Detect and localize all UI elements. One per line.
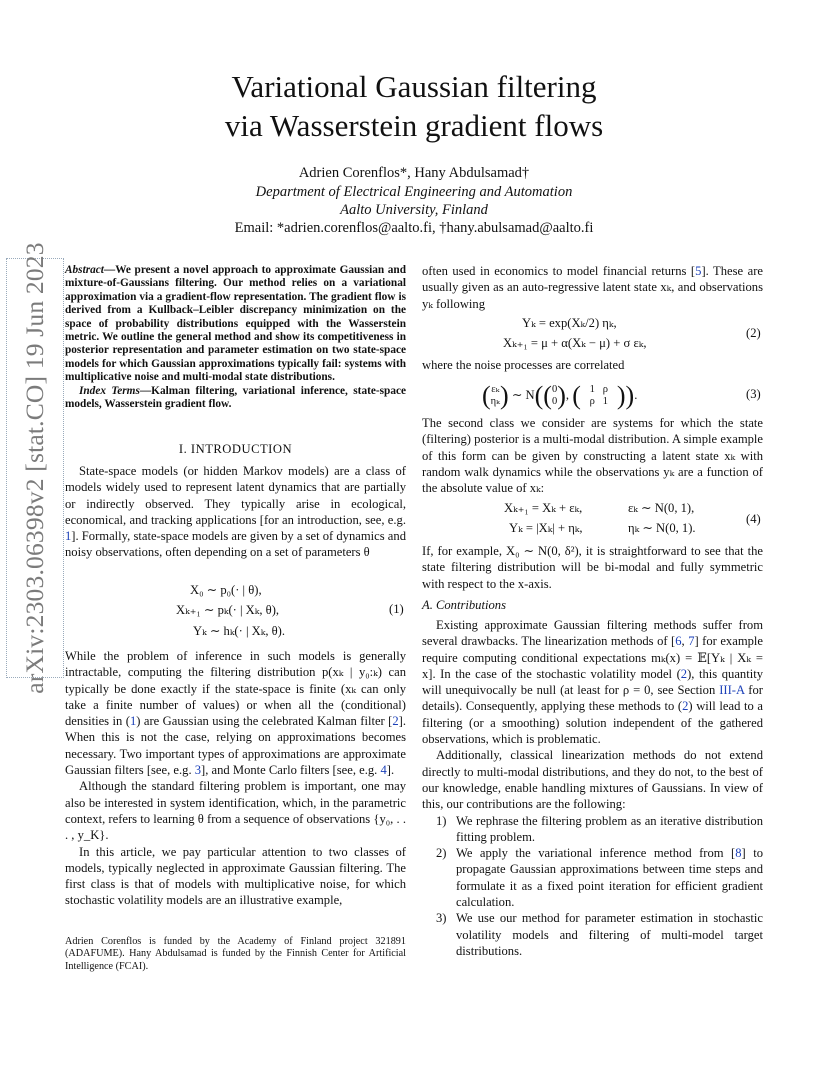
university: Aalto University, Finland (340, 202, 488, 218)
footnote: Adrien Corenflos is funded by the Academy of Finland project 321891 (ADAFUME). Hany Abdulsamad is funded by the Finnish Center for Artificial Intelligence (FCAI). (65, 936, 406, 972)
paper-title-line-2: via Wasserstein gradient flows (224, 108, 604, 143)
text: ]. When this is not the case, relying on approximations becomes necessary. Two important types of approximations are approximate Gaussian filters [see, e.g. (65, 714, 407, 778)
equation-2-line-2: Xₖ₊₁ = μ + α(Xₖ − μ) + σ εₖ, (503, 336, 647, 350)
eq3-epsilon: εₖ (491, 384, 500, 396)
authors: Adrien Corenflos*, Hany Abdulsamad† (298, 165, 530, 181)
eq3-vector (491, 384, 500, 408)
intro-paragraph-3: Although the standard filtering problem is important, one may also be interested in system identification, which, in the parametric context, refers to learning θ from a sequence of observations {y₀, . . . , y_K}. (65, 779, 406, 843)
text: While the problem of inference in such models is generally intractable, computing the filtering distribution p(xₖ | y₀:ₖ) can typically be done exactly if the state-space is finite (xₖ can only take a finite number of values) or when all the (conditional) densities in ( (65, 649, 406, 729)
equation-2-line-1: Yₖ = exp(Xₖ/2) ηₖ, (522, 316, 617, 330)
list-number: 3) (436, 911, 447, 926)
arxiv-identifier: arXiv:2303.06398v2 [stat.CO] 19 Jun 2023 (20, 242, 49, 694)
list-number: 2) (436, 846, 447, 861)
list-text: ] to propagate Gaussian approximations between time steps and formulate it as a fixed point iteration for efficient gradient calculation. (456, 846, 764, 910)
citation-link[interactable]: 5 (695, 264, 702, 278)
equation-1-line-2: Xₖ₊₁ ∼ pₖ(· | Xₖ, θ), (176, 603, 280, 617)
eq3-cov-12: ρ (602, 384, 609, 396)
citation-link[interactable]: 1 (65, 529, 72, 544)
text: ] for example require computing conditional expectations mₖ(x) = 𝔼[Yₖ | Xₖ = x]. In the case of the stochastic volatility model ( (422, 634, 763, 681)
list-number: 1) (436, 813, 447, 828)
equation-1-line-1: X₀ ∼ p₀(· | θ), (190, 583, 262, 597)
citation-link[interactable]: 2 (392, 714, 399, 729)
equation-1-line-3: Yₖ ∼ hₖ(· | Xₖ, θ). (193, 624, 285, 638)
equation-4-line-2b: ηₖ ∼ N(0, 1). (628, 521, 696, 535)
eq3-cov (581, 384, 617, 408)
contribution-item-2 (422, 845, 763, 910)
equation-4-line-1b: εₖ ∼ N(0, 1), (628, 501, 695, 515)
arxiv-sidebar (6, 242, 64, 694)
equation-4-line-1a: Xₖ₊₁ = Xₖ + εₖ, (504, 501, 583, 515)
equation-3-number: (3) (746, 387, 761, 401)
right-paragraph-3: The second class we consider are systems for which the state (filtering) posterior is a multi-modal distribution. A simple example of this form can be given by constructing a latent state xₖ with random walk dynamics while the observations yₖ are a function of the absolute value of xₖ: (422, 416, 763, 496)
equation-2-number: (2) (746, 326, 761, 340)
eq3-mean-2: 0 (551, 396, 558, 408)
right-paragraph-4: If, for example, X₀ ∼ N(0, δ²), it is straightforward to see that the state filtering distribution will be bi-modal and fully symmetric with respect to the x-axis. (422, 544, 763, 591)
eq3-cov-21: ρ (589, 396, 595, 408)
equation-1-number: (1) (389, 602, 404, 616)
text: ) will lead to a filtering (or a smoothing) solution independent of the gathered observations, which is problematic. (422, 699, 764, 747)
subsection-heading-contributions: A. Contributions (422, 598, 506, 612)
contribution-item-1 (422, 813, 763, 846)
text: State-space models (or hidden Markov models) are a class of models widely used to represent latent dynamics that are partially or indirectly observed. They typically arise in ecological, economical, and tracking applications [for an introduction, see, e.g. (65, 464, 406, 527)
text: , (681, 634, 689, 649)
index-terms (65, 385, 406, 412)
abstract (65, 264, 406, 385)
right-paragraph-1 (422, 263, 763, 312)
list-text: We use our method for parameter estimation in stochastic volatility models and filtering of multi-model target distributions. (456, 911, 763, 958)
index-terms-lead: Index Terms (79, 384, 140, 397)
email: Email: *adrien.corenflos@aalto.fi, †hany.abulsamad@aalto.fi (234, 220, 594, 236)
eq3-normal: ∼ N (511, 388, 535, 402)
abstract-text: —We present a novel approach to approximate Gaussian and mixture-of-Gaussians filtering. Our method relies on a variational approximation via a gradient-flow representation. The gradient flow is derived from a Kullback–Leibler discrepancy minimization on the space of probability distributions equipped with the Wasserstein metric. We outline the general method and show its competitiveness in posterior representation and parameter estimation on two state-space models for which Gaussian approximations typically fail: systems with multiplicative noise and multi-modal state distributions. (65, 264, 406, 384)
equation-ref-link[interactable]: 2 (682, 699, 689, 714)
citation-link[interactable]: 6 (675, 634, 682, 649)
abstract-lead: Abstract (65, 264, 104, 276)
intro-paragraph-1 (65, 463, 406, 561)
citation-link[interactable]: 4 (380, 763, 387, 778)
text: ), this quantity will unequivocally be null (at least for ρ = 0, see Section (422, 666, 763, 698)
eq3-cov-22: 1 (602, 396, 609, 408)
equation-3: (εₖ ηₖ) ∼ N((0 0), ( 1 ρ ρ 1 )). (482, 381, 638, 411)
index-terms-text: —Kalman filtering, variational inference, state-space models, Wasserstein gradient flow. (65, 384, 406, 411)
citation-link[interactable]: 3 (194, 763, 202, 778)
list-text: We rephrase the filtering problem as an iterative distribution fitting problem. (456, 813, 763, 844)
text: often used in economics to model financial returns [ (422, 264, 696, 278)
eq3-cov-11: 1 (589, 384, 595, 396)
paper-title-line-1: Variational Gaussian filtering (231, 69, 597, 104)
text: ]. Formally, state-space models are given by a set of dynamics and noisy observations, often depending on a set of parameters θ (65, 529, 406, 560)
right-paragraph-5 (422, 617, 763, 959)
text: Existing approximate Gaussian filtering methods suffer from several drawbacks. The linearization methods of [ (422, 618, 763, 649)
text: ) are Gaussian using the celebrated Kalman filter [ (136, 714, 393, 729)
right-paragraph-6: Additionally, classical linearization methods do not extend directly to multi-modal distributions, and they do not, to the best of our knowledge, enable handling mixtures of Gaussians. In view of this, our contributions are the following: (422, 748, 763, 812)
department: Department of Electrical Engineering and Automation (255, 184, 573, 200)
text: ]. These are usually given as an auto-regressive latent state xₖ, and observations yₖ following (422, 264, 764, 311)
list-text: We apply the variational inference method from [ (456, 846, 736, 861)
left-column (65, 264, 406, 411)
text: ], and Monte Carlo filters [see, e.g. (201, 763, 381, 778)
citation-link[interactable]: 8 (735, 846, 742, 861)
right-paragraph-2: where the noise processes are correlated (422, 358, 625, 372)
equation-4-line-2a: Yₖ = |Xₖ| + ηₖ, (509, 521, 583, 535)
text: ]. (386, 763, 395, 778)
eq3-mean-1: 0 (551, 384, 558, 396)
equation-ref-link[interactable]: 2 (680, 666, 688, 681)
section-heading-introduction: I. INTRODUCTION (178, 442, 293, 456)
section-ref-link[interactable]: III-A (719, 683, 745, 698)
equation-4-number: (4) (746, 512, 761, 526)
intro-paragraph-4: In this article, we pay particular attention to two classes of models, typically neglected in approximate Gaussian filtering. The first class is that of models with multiplicative noise, for which stochastic volatility models are an illustrative example, (65, 844, 406, 908)
eq3-eta: ηₖ (490, 396, 500, 408)
contribution-item-3 (422, 910, 763, 959)
citation-link[interactable]: 7 (688, 634, 695, 649)
text: for details). Consequently, applying these methods to ( (422, 683, 763, 714)
intro-paragraph-2 (65, 648, 406, 909)
equation-ref-link[interactable]: 1 (129, 714, 137, 729)
